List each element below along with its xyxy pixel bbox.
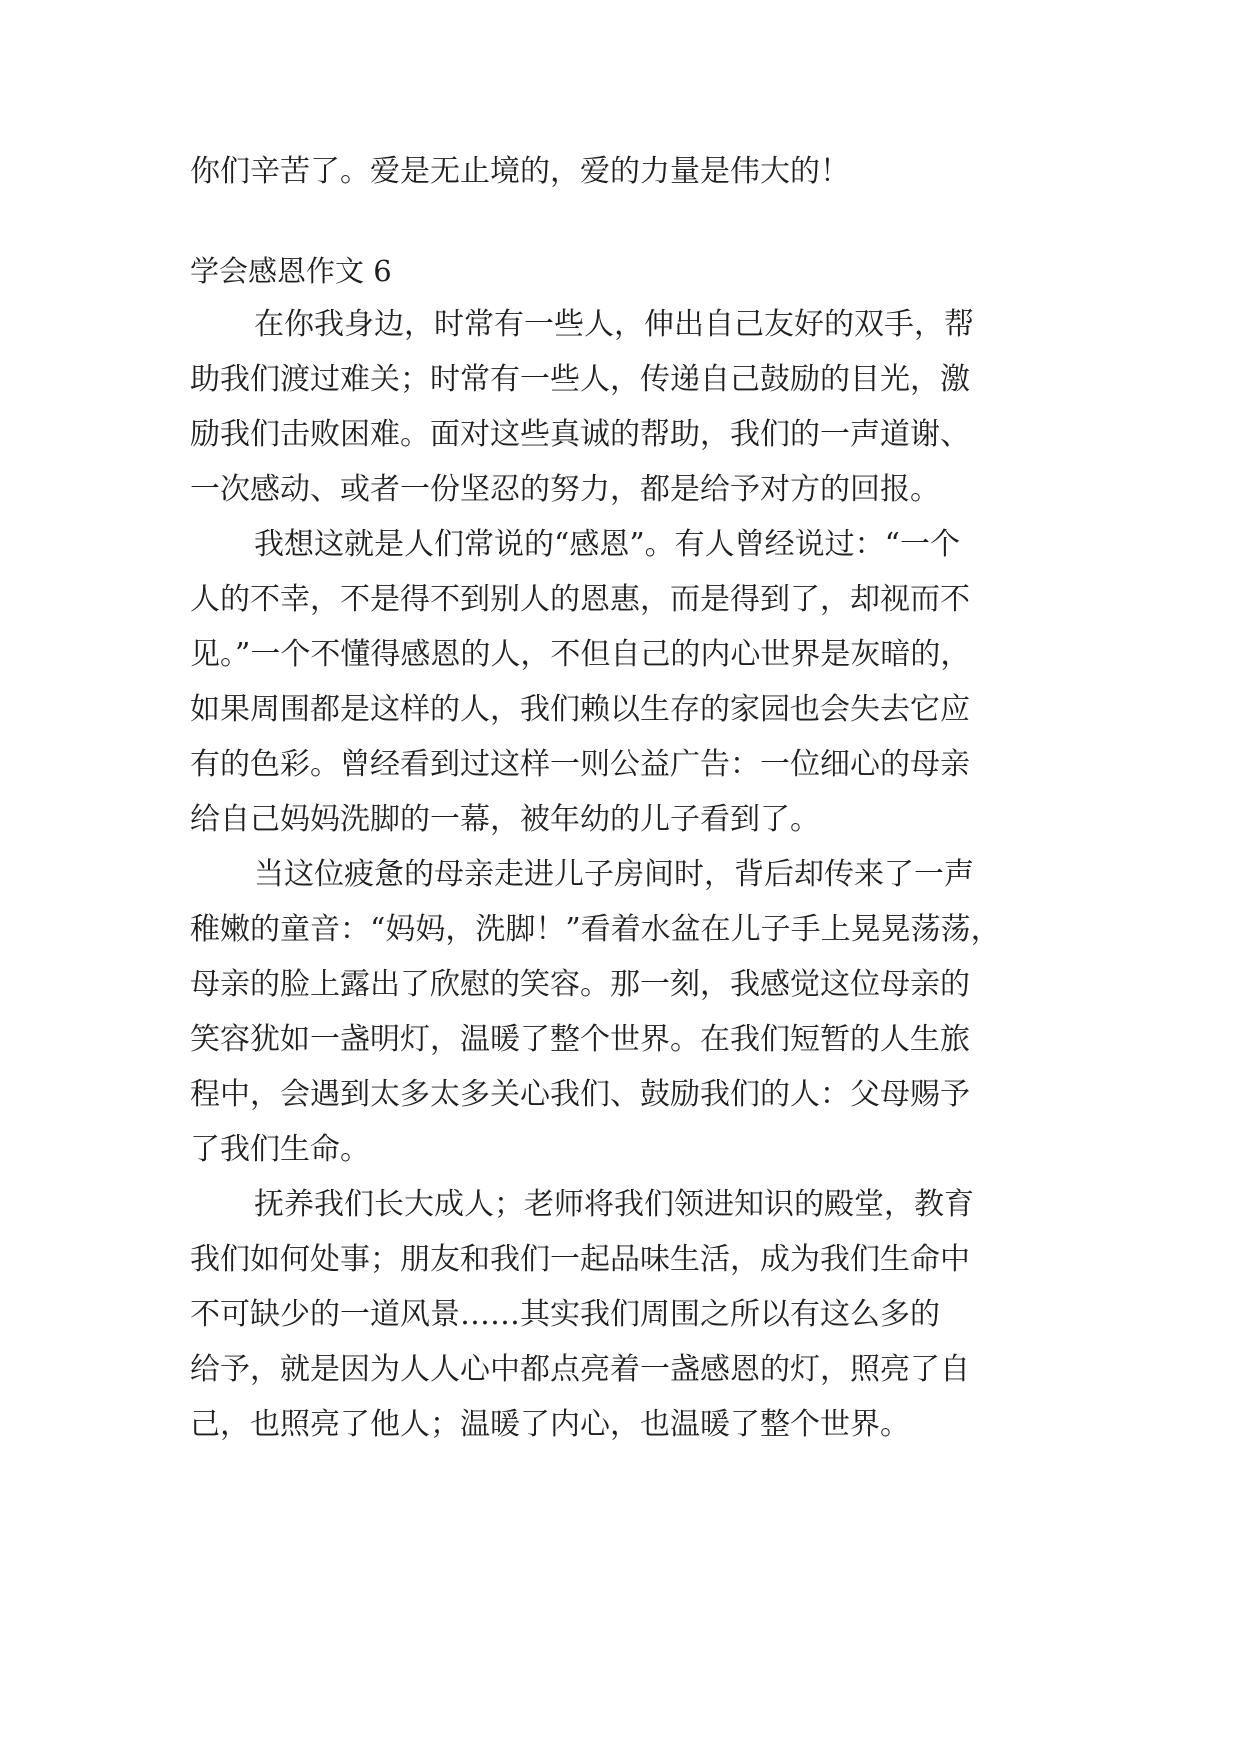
text-line: 见。”一个不懂得感恩的人，不但自己的内心世界是灰暗的，	[190, 637, 971, 672]
text-line: 给自己妈妈洗脚的一幕，被年幼的儿子看到了。	[190, 802, 820, 837]
text-line: 了我们生命。	[190, 1132, 370, 1167]
text-line: 笑容犹如一盏明灯，温暖了整个世界。在我们短暂的人生旅	[190, 1022, 970, 1057]
text-line: 如果周围都是这样的人，我们赖以生存的家园也会失去它应	[190, 692, 970, 727]
text-line: 给予，就是因为人人心中都点亮着一盏感恩的灯，照亮了自	[190, 1352, 970, 1387]
text-line: 程中，会遇到太多太多关心我们、鼓励我们的人：父母赐予	[190, 1077, 970, 1112]
text-line: 有的色彩。曾经看到过这样一则公益广告：一位细心的母亲	[190, 747, 970, 782]
text-line: 稚嫩的童音：“妈妈，洗脚！”看着水盆在儿子手上晃晃荡荡，	[190, 912, 1001, 947]
text-line: 我们如何处事；朋友和我们一起品味生活，成为我们生命中	[190, 1242, 970, 1277]
text-line: 人的不幸，不是得不到别人的恩惠，而是得到了，却视而不	[190, 582, 970, 617]
text-line: 我想这就是人们常说的“感恩”。有人曾经说过：“一个	[254, 527, 961, 562]
text-line: 当这位疲惫的母亲走进儿子房间时，背后却传来了一声	[254, 857, 974, 892]
text-line: 助我们渡过难关；时常有一些人，传递自己鼓励的目光，激	[190, 362, 970, 397]
text-line: 励我们击败困难。面对这些真诚的帮助，我们的一声道谢、	[190, 417, 970, 452]
text-line: 你们辛苦了。爱是无止境的，爱的力量是伟大的！	[190, 154, 850, 189]
text-line: 己，也照亮了他人；温暖了内心，也温暖了整个世界。	[190, 1407, 910, 1442]
section-heading: 学会感恩作文 6	[190, 254, 392, 288]
text-line: 在你我身边，时常有一些人，伸出自己友好的双手，帮	[254, 307, 974, 342]
text-line: 一次感动、或者一份坚忍的努力，都是给予对方的回报。	[190, 472, 940, 507]
text-line: 不可缺少的一道风景……其实我们周围之所以有这么多的	[190, 1297, 940, 1332]
text-line: 母亲的脸上露出了欣慰的笑容。那一刻，我感觉这位母亲的	[190, 967, 970, 1002]
text-line: 抚养我们长大成人；老师将我们领进知识的殿堂，教育	[254, 1187, 974, 1222]
